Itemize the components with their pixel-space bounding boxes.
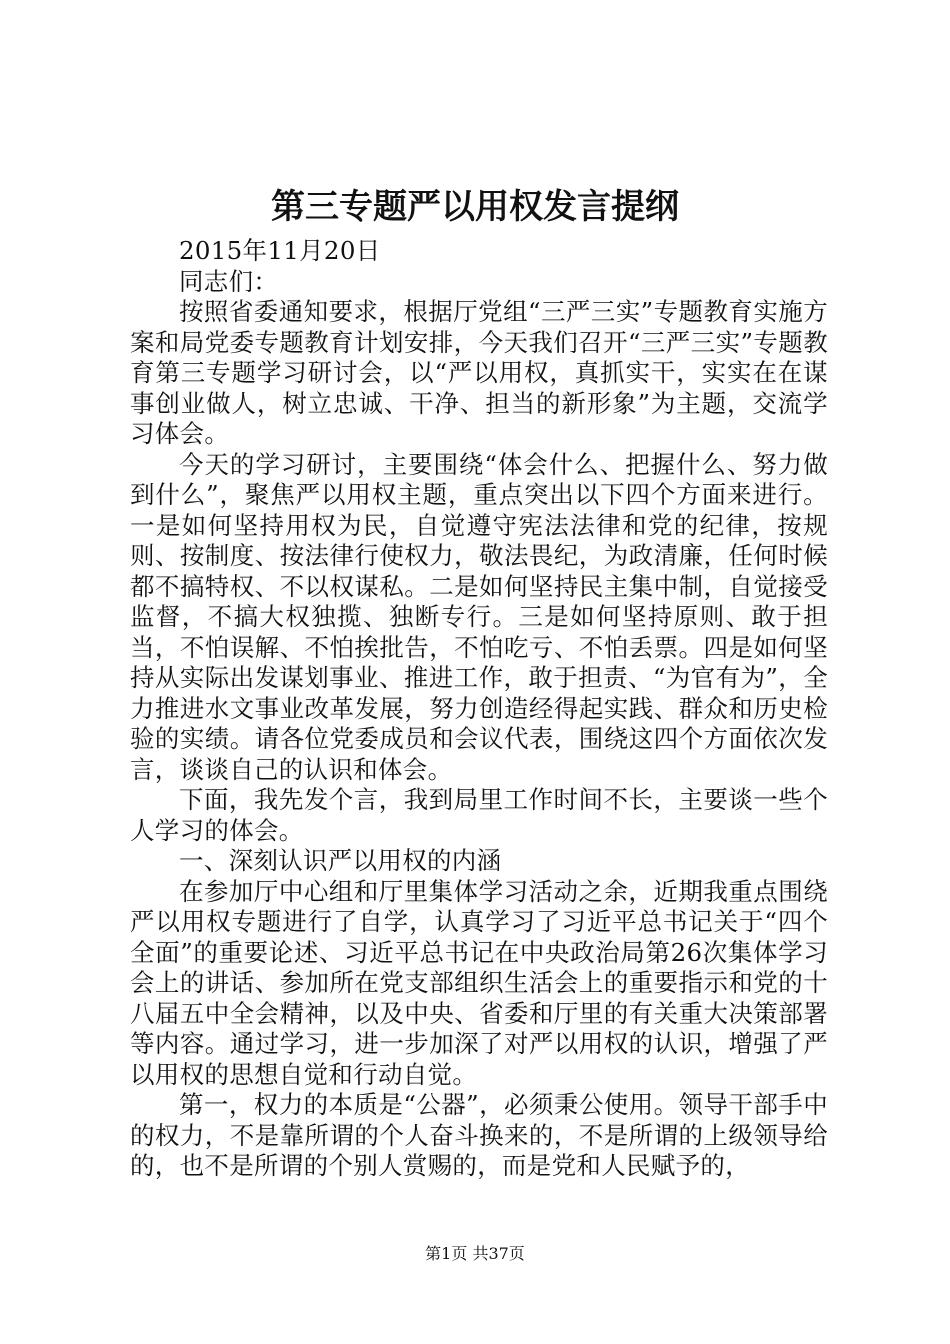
page-footer: 第1页 共37页: [425, 1244, 525, 1263]
section-heading: 一、深刻认识严以用权的内涵: [179, 846, 502, 875]
paragraph: 在参加厅中心组和厅里集体学习活动之余，近期我重点围绕严以用权专题进行了自学，认真学习了习近平总书记关于“四个全面”的重要论述、习近平总书记在中央政治局第26次集体学习会上的讲话、参加所在党支部组织生活会上的重要指示和党的十八届五中全会精神，以及中央、省委和厅里的有关重大决策部署等内容。通过学习，进一步加深了对严以用权的认识，增强了严以用权的思想自觉和行动自觉。: [130, 876, 828, 1089]
paragraph: 第一，权力的本质是“公器”，必须秉公使用。领导干部手中的权力，不是靠所谓的个人奋斗换来的，不是所谓的上级领导给的，也不是所谓的个别人赏赐的，而是党和人民赋予的，: [130, 1090, 828, 1180]
salutation: 同志们：: [179, 266, 279, 296]
paragraph: 按照省委通知要求，根据厅党组“三严三实”专题教育实施方案和局党委专题教育计划安排，今天我们召开“三严三实”专题教育第三专题学习研讨会，以“严以用权，真抓实干，实实在在谋事创业做人，树立忠诚、干净、担当的新形象”为主题，交流学习体会。: [130, 297, 828, 448]
document-body: [130, 236, 828, 1182]
paragraph: 今天的学习研讨，主要围绕“体会什么、把握什么、努力做到什么”，聚焦严以用权主题，重点突出以下四个方面来进行。一是如何坚持用权为民，自觉遵守宪法法律和党的纪律，按规则、按制度、按法律行使权力，敬法畏纪，为政清廉，任何时候都不搞特权、不以权谋私。二是如何坚持民主集中制，自觉接受监督，不搞大权独揽、独断专行。三是如何坚持原则、敢于担当，不怕误解、不怕挨批告，不怕吃亏、不怕丢票。四是如何坚持从实际出发谋划事业、推进工作，敢于担责、“为官有为”，全力推进水文事业改革发展，努力创造经得起实践、群众和历史检验的实绩。请各位党委成员和会议代表，围绕这四个方面依次发言，谈谈自己的认识和体会。: [130, 449, 828, 784]
paragraph: 下面，我先发个言，我到局里工作时间不长，主要谈一些个人学习的体会。: [130, 785, 828, 845]
date-line: 2015年11月20日: [179, 236, 381, 265]
document-title: 第三专题严以用权发言提纲: [271, 187, 679, 227]
